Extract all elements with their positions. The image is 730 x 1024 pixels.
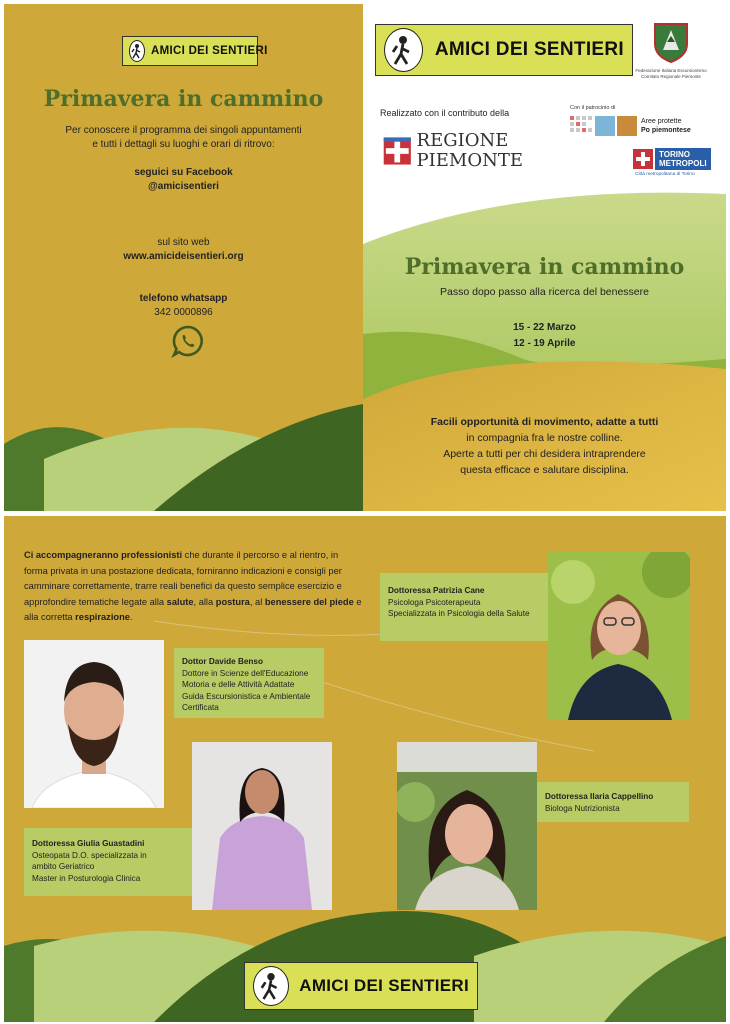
facebook-label: seguici su Facebook (134, 167, 233, 178)
bird-icon (617, 116, 637, 136)
front-description: Facili opportunità di movimento, adatte a tutti in compagnia fra le nostre colline. Aperte a tutti per chi desidera intraprendere questa efficace e salutare disciplina. (430, 416, 659, 476)
photo-patrizia (548, 552, 690, 720)
front-subtitle: Passo dopo passo alla ricerca del benessere (440, 286, 649, 298)
whatsapp-icon[interactable] (171, 324, 205, 358)
website-block (4, 236, 363, 264)
photo-ilaria (397, 742, 537, 910)
intro-text: Per conoscere il programma dei singoli appuntamenti e tutti i dettagli su luoghi e orari di ritrovo: (65, 125, 302, 150)
phone-number[interactable]: 342 0000896 (154, 307, 213, 318)
piemonte-crest-icon (383, 131, 412, 171)
facebook-block (4, 166, 363, 194)
phone-label: telefono whatsapp (139, 293, 228, 304)
federation-caption: Federazione Italiana Escursionismo Comitato Regionale Piemonte (635, 68, 707, 79)
facebook-link[interactable]: @amicisentieri (148, 181, 219, 192)
photo-giulia (192, 742, 332, 910)
date-march: 15 - 22 Marzo (513, 322, 576, 333)
profile-card-giulia: Dottoressa Giulia Guastadini Osteopata D.O. specializzata in ambito Geriatrico Master in Posturologia Clinica (24, 828, 192, 896)
brand-logo-large: AMICI DEI SENTIERI (375, 24, 633, 76)
hiker-icon (253, 966, 289, 1006)
website-link[interactable]: www.amicideisentieri.org (123, 251, 244, 262)
front-cover-panel (363, 4, 726, 511)
front-title: Primavera in cammino (404, 254, 685, 280)
patronage-label: Con il patrocinio di (570, 105, 616, 111)
contribution-label: Realizzato con il contributo della (380, 108, 510, 118)
website-label: sul sito web (157, 237, 210, 248)
photo-davide (24, 640, 164, 808)
dates-block (363, 320, 726, 352)
aree-protette-logo: Aree protette Po piemontese (570, 116, 691, 136)
torino-crest-icon (633, 149, 653, 169)
intro-paragraph: Ci accompagneranno professionisti che durante il percorso e al rientro, in forma privata in una postazione dedicata, forniranno indicazioni e consigli per camminare correttamente, trarre reali benefici da questo semplice esercizio e approfondire tematiche legate alla salute, alla postura, al benessere del piede e alla corretta respirazione. (24, 550, 362, 622)
regione-piemonte-logo: REGIONE PIEMONTE (383, 128, 523, 174)
back-cover-panel (4, 4, 363, 511)
landscape-icon (595, 116, 615, 136)
hiker-icon (129, 40, 145, 62)
brand-logo: AMICI DEI SENTIERI (122, 36, 258, 66)
mosaic-icon (570, 116, 592, 136)
brand-logo-footer: AMICI DEI SENTIERI (244, 962, 478, 1010)
federation-shield-icon (653, 22, 689, 64)
profile-card-patrizia: Dottoressa Patrizia Cane Psicologa Psicoterapeuta Specializzata in Psicologia della Salute (380, 573, 548, 641)
left-title: Primavera in cammino (43, 86, 324, 112)
inside-panel (4, 516, 726, 1022)
hiker-icon (384, 28, 423, 72)
profile-card-davide: Dottor Davide Benso Dottore in Scienze dell'Educazione Motoria e delle Attività Adattate Guida Escursionistica e Ambientale Certificata (174, 648, 324, 718)
torino-caption: Città metropolitana di Torino (635, 172, 695, 177)
phone-block (4, 292, 363, 320)
date-april: 12 - 19 Aprile (513, 338, 576, 349)
profile-card-ilaria: Dottoressa Ilaria Cappellino Biologa Nutrizionista (537, 782, 689, 822)
torino-metropoli-logo: TORINO METROPOLI (633, 148, 711, 170)
